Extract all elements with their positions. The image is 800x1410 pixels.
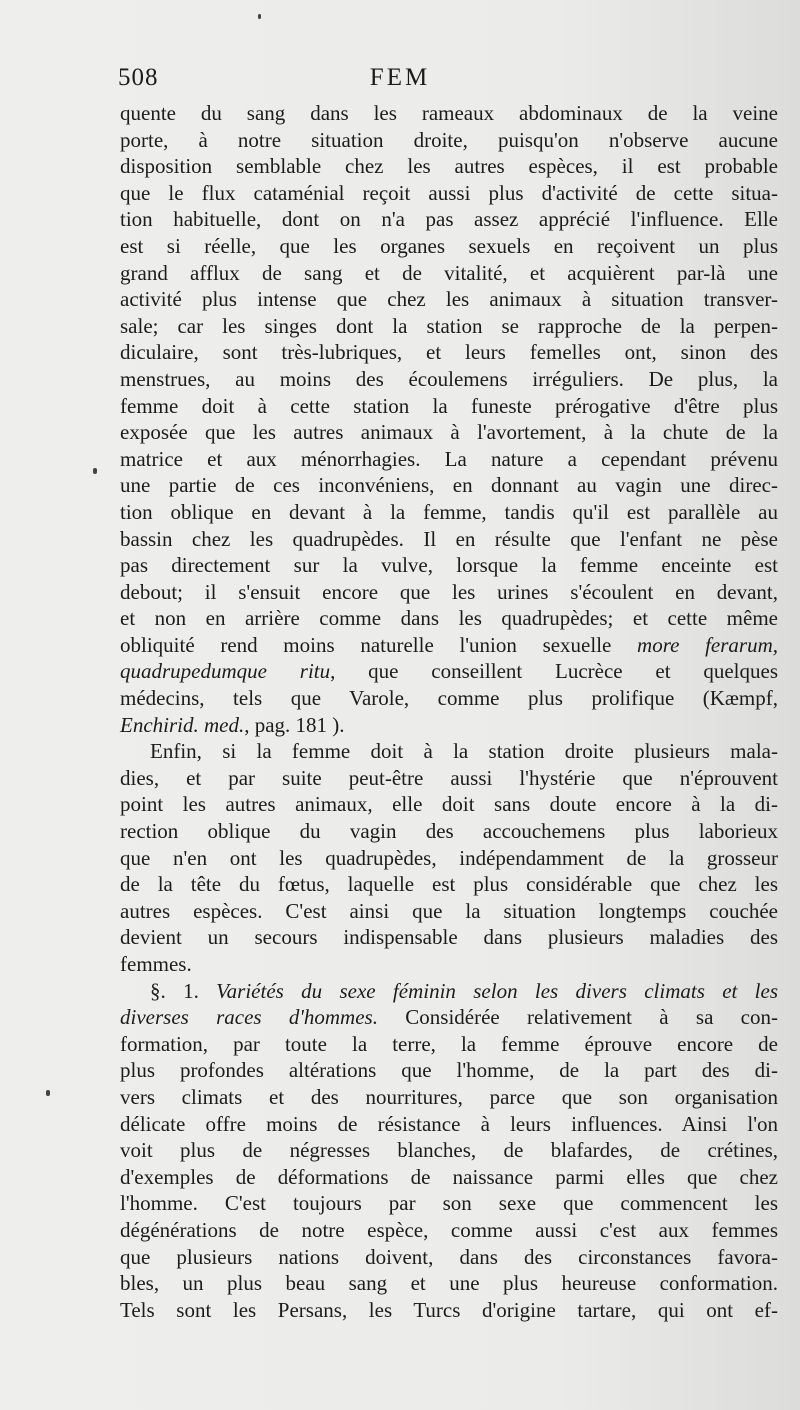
text-line [120,260,778,287]
text-line [120,1164,778,1191]
text-line [120,393,778,420]
line-text: porte, à notre situation droite, puisqu'on n'observe aucune [120,127,778,152]
text-line [120,1084,778,1111]
text-line [120,765,778,792]
line-text: Enfin, si la femme doit à la station droite plusieurs mala- [150,739,778,764]
italic-text: quadrupedumque ritu [120,659,331,684]
line-text: est si réelle, que les organes sexuels en reçoivent un plus [120,233,778,258]
line-text: obliquité rend moins naturelle l'union sexuelle [120,632,638,657]
line-text: matrice et aux ménorrhagies. La nature a cependant prévenu [120,446,778,471]
line-text: femmes. [120,952,192,976]
line-text: médecins, tels que Varole, comme plus prolifique (Kæmpf, [120,686,778,711]
line-text: Tels sont les Persans, les Turcs d'origine tartare, qui ont ef- [120,1297,778,1322]
line-text: quente du sang dans les rameaux abdominaux de la veine [120,101,778,125]
text-line [120,1137,778,1164]
line-text: que plusieurs nations doivent, dans des circonstances favora- [120,1244,778,1269]
text-line [120,738,778,765]
line-text: pas directement sur la vulve, lorsque la femme enceinte est [120,553,778,578]
line-text: femme doit à cette station la funeste prérogative d'être plus [120,393,778,418]
text-line [120,366,778,393]
line-text: dégénérations de notre espèce, comme aussi c'est aux femmes [120,1217,778,1242]
line-text: tion oblique en devant à la femme, tandis qu'il est parallèle au [120,499,778,524]
line-text: délicate offre moins de résistance à leurs influences. Ainsi l'on [120,1111,778,1136]
ink-speck [46,1090,50,1096]
line-text: sale; car les singes dont la station se rapproche de la perpen- [120,313,778,338]
line-text: vers climats et des nourritures, parce que son organisation [120,1084,778,1109]
line-text: l'homme. C'est toujours par son sexe que commencent les [120,1191,778,1216]
text-line [120,206,778,233]
text-line [120,1244,778,1271]
line-text: Considérée relativement à sa con- [377,1005,778,1030]
text-line [120,339,778,366]
line-text: d'exemples de déformations de naissance parmi elles que chez [120,1164,778,1189]
text-line [120,1190,778,1217]
line-text: que n'en ont les quadrupèdes, indépendamment de la grosseur [120,845,778,870]
text-line [120,499,778,526]
text-line [120,1270,778,1297]
text-line [120,100,778,127]
text-line [120,818,778,845]
text-line [120,605,778,632]
text-line [120,472,778,499]
line-text: rection oblique du vagin des accouchemens plus laborieux [120,819,778,844]
line-text: , que conseillent Lucrèce et quelques [330,659,778,684]
line-text: diculaire, sont très-lubriques, et leurs femelles ont, sinon des [120,340,778,365]
line-text: debout; il s'ensuit encore que les urines s'écoulent en devant, [120,579,778,604]
text-line [120,419,778,446]
text-line [120,658,778,685]
body-text [120,100,778,1323]
text-line [120,313,778,340]
text-line [120,898,778,925]
text-line [120,286,778,313]
text-line [120,1297,778,1324]
italic-text: Enchirid. med. [120,712,245,737]
line-text: et non en arrière comme dans les quadrupèdes; et cette même [120,606,778,631]
line-text: bles, un plus beau sang et une plus heureuse conformation. [120,1271,778,1296]
text-line [120,233,778,260]
text-line [120,685,778,712]
text-line [120,1111,778,1138]
text-line [120,579,778,606]
text-line [120,632,778,659]
ink-speck [93,468,97,474]
text-line [120,1057,778,1084]
line-text: point les autres animaux, elle doit sans doute encore à la di- [120,792,778,817]
line-text: §. 1. [150,978,217,1003]
page-number: 508 [118,64,159,91]
italic-text: Variétés du sexe féminin selon les divers climats et les [216,978,778,1003]
line-text: une partie de ces inconvéniens, en donnant au vagin une direc- [120,473,778,498]
line-text: devient un secours indispensable dans plusieurs maladies des [120,925,778,950]
text-line [120,845,778,872]
line-text: tion habituelle, dont on n'a pas assez apprécié l'influence. Elle [120,207,778,232]
text-line [120,1217,778,1244]
line-text: dies, et par suite peut-être aussi l'hystérie que n'éprouvent [120,765,778,790]
text-line [120,446,778,473]
line-text: activité plus intense que chez les animaux à situation transver- [120,287,778,312]
line-text: bassin chez les quadrupèdes. Il en résulte que l'enfant ne pèse [120,526,778,551]
text-line [120,1031,778,1058]
line-text: que le flux cataménial reçoit aussi plus d'activité de cette situa- [120,180,778,205]
text-line [120,951,778,978]
text-line [120,526,778,553]
text-line [120,871,778,898]
italic-text: diverses races d'hommes. [120,1005,378,1030]
ink-speck [258,14,261,19]
italic-text: more ferarum, [637,632,779,657]
text-line [120,1004,778,1031]
line-text: plus profondes altérations que l'homme, de la part des di- [120,1058,778,1083]
line-text: formation, par toute la terre, la femme éprouve encore de [120,1031,778,1056]
line-text: voit plus de négresses blanches, de blafardes, de crétines, [120,1138,778,1163]
text-line [120,712,778,739]
text-line [120,791,778,818]
line-text: menstrues, au moins des écoulemens irréguliers. De plus, la [120,366,778,391]
text-line [120,127,778,154]
text-line [120,153,778,180]
running-head: FEM [369,64,431,91]
line-text: autres espèces. C'est ainsi que la situation longtemps couchée [120,898,778,923]
line-text: grand afflux de sang et de vitalité, et acquièrent par-là une [120,260,778,285]
line-text: disposition semblable chez les autres espèces, il est probable [120,154,778,179]
line-text: exposée que les autres animaux à l'avortement, à la chute de la [120,420,778,445]
page-header [0,64,800,94]
line-text: de la tête du fœtus, laquelle est plus considérable que chez les [120,872,778,897]
line-text: , pag. 181 ). [244,712,345,737]
text-line [120,180,778,207]
text-line [120,924,778,951]
text-line [120,978,778,1005]
text-line [120,552,778,579]
